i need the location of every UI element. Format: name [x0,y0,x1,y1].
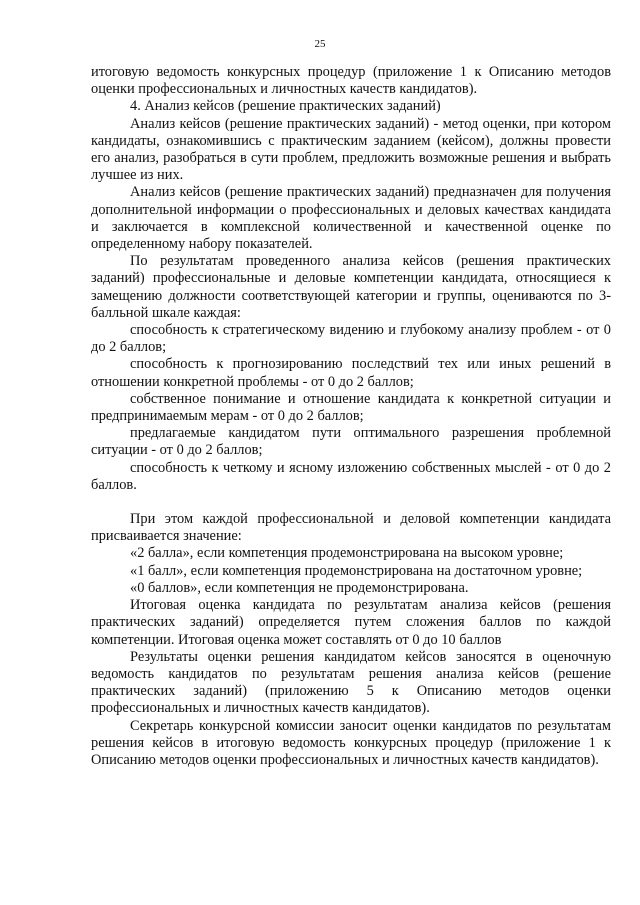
list-item: предлагаемые кандидатом пути оптимального разрешения проблемной ситуации - от 0 до 2 баллов; [91,425,611,459]
list-item: способность к прогнозированию последствий тех или иных решений в отношении конкретной проблемы - от 0 до 2 баллов; [91,356,611,390]
list-item: способность к стратегическому видению и глубокому анализу проблем - от 0 до 2 баллов; [91,322,611,356]
list-item: способность к четкому и ясному изложению собственных мыслей - от 0 до 2 баллов. [91,459,611,493]
paragraph: Итоговая оценка кандидата по результатам анализа кейсов (решения практических заданий) определяется путем сложения баллов по каждой компетенции. Итоговая оценка может составлять от 0 до 10 баллов [91,597,611,648]
paragraph-continuation: итоговую ведомость конкурсных процедур (приложение 1 к Описанию методов оценки профессиональных и личностных качеств кандидатов). [91,64,611,98]
section-heading: 4. Анализ кейсов (решение практических заданий) [130,98,441,115]
paragraph: Анализ кейсов (решение практических заданий) - метод оценки, при котором кандидаты, ознакомившись с практическим заданием (кейсом), должны провести его анализ, разобраться в сути проблем, предложить возможные решения и выбрать лучшее из них. [91,115,611,184]
list-item: собственное понимание и отношение кандидата к конкретной ситуации и предпринимаемым мерам - от 0 до 2 баллов; [91,390,611,425]
list-item: «0 баллов», если компетенция не продемонстрирована. [130,579,469,596]
page-number: 25 [314,38,326,50]
paragraph: Результаты оценки решения кандидатом кейсов заносятся в оценочную ведомость кандидатов по результатам решения анализа кейсов (решение практических заданий) (приложению 5 к Описанию методов оценки профессиональных и личностных качеств кандидатов). [91,648,611,717]
list-item: «2 балла», если компетенция продемонстрирована на высоком уровне; [130,545,564,562]
paragraph: При этом каждой профессиональной и деловой компетенции кандидата присваивается значение: [91,511,611,545]
paragraph: По результатам проведенного анализа кейсов (решения практических заданий) профессиональные и деловые компетенции кандидата, относящиеся к замещению должности соответствующей категории и группы, оцениваются по 3-балльной шкале каждая: [91,253,611,321]
spacer [91,494,611,511]
paragraph: Анализ кейсов (решение практических заданий) предназначен для получения дополнительной информации о профессиональных и деловых качествах кандидата и заключается в комплексной количественной и качественной оценке по определенному набору показателей. [91,184,611,253]
document-body [91,64,611,769]
list-item: «1 балл», если компетенция продемонстрирована на достаточном уровне; [130,562,583,579]
paragraph: Секретарь конкурсной комиссии заносит оценки кандидатов по результатам решения кейсов в итоговую ведомость конкурсных процедур (приложение 1 к Описанию методов оценки профессиональных и личностных качеств кандидатов). [91,717,611,768]
